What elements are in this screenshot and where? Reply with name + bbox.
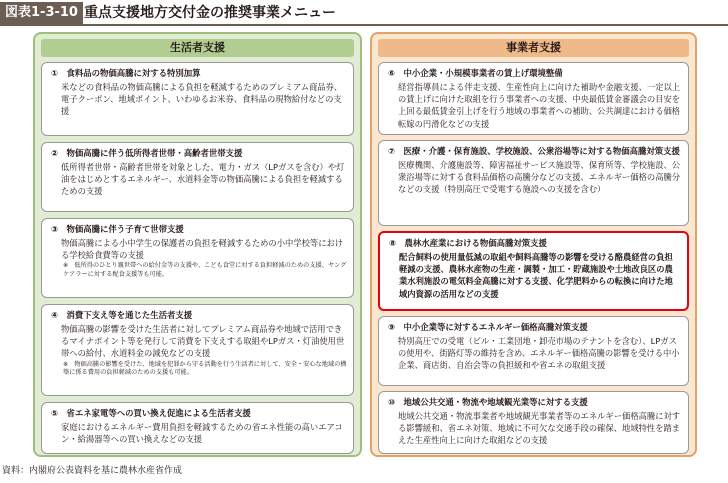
card-body: 地域公共交通・物流事業者や地域観光事業者等のエネルギー価格高騰に対する影響緩和、省エネ対策、地域に不可欠な交通手段の確保、地域特性を踏まえた生産性向上に向けた取組などの支援 xyxy=(398,411,681,446)
menu-card-3 xyxy=(41,218,354,298)
card-title: ⑥ 中小企業・小規模事業者の賃上げ環境整備 xyxy=(388,68,563,78)
consumer-support-panel xyxy=(33,32,362,457)
business-support-panel xyxy=(370,32,697,457)
header-divider xyxy=(0,24,728,26)
menu-card-9 xyxy=(378,316,689,386)
card-title: ② 物価高騰に伴う低所得者世帯・高齢者世帯支援 xyxy=(51,148,243,158)
menu-card-7 xyxy=(378,140,689,226)
card-title: ⑨ 中小企業等に対するエネルギー価格高騰対策支援 xyxy=(388,322,588,332)
menu-card-6 xyxy=(378,62,689,135)
source-note: 資料：内閣府公表資料を基に農林水産省作成 xyxy=(2,466,183,476)
card-body: 家庭におけるエネルギー費用負担を軽減するための省エネ性能の高いエアコン・給湯器等への買い換えなどの支援 xyxy=(61,422,343,445)
menu-card-10 xyxy=(378,391,689,454)
card-body: 配合飼料の使用量低減の取組や飼料高騰等の影響を受ける酪農経営の負担軽減の支援、農林水産物の生産・調製・加工・貯蔵施設や土地改良区の農業水利施設の電気料金高騰に対する支援、化学肥料からの転換に向けた地域内資源の活用などの支援 xyxy=(399,252,673,299)
card-body: 米などの食料品の物価高騰による負担を軽減するためのプレミアム商品券、電子クーポン、地域ポイント、いわゆるお米券、食料品の現物給付などの支援 xyxy=(61,82,343,117)
menu-card-4 xyxy=(41,304,354,396)
card-title: ① 食料品の物価高騰に対する特別加算 xyxy=(51,68,201,78)
card-title: ⑦ 医療・介護・保育施設、学校施設、公衆浴場等に対する物価高騰対策支援 xyxy=(388,146,680,156)
card-title: ⑧ 農林水産業における物価高騰対策支援 xyxy=(389,238,547,248)
menu-card-8-highlighted xyxy=(378,231,689,311)
menu-card-1 xyxy=(41,62,354,136)
card-body: 物価高騰による小中学生の保護者の負担を軽減するための小中学校等における学校給食費等の支援 xyxy=(61,238,344,261)
card-title: ⑤ 省エネ家電等への買い換え促進による生活者支援 xyxy=(51,408,251,418)
menu-card-5 xyxy=(41,402,354,454)
card-title: ④ 消費下支え等を通じた生活者支援 xyxy=(51,310,193,320)
figure-label: 図表1-3-10 xyxy=(0,2,83,24)
figure-title: 重点支援地方交付金の推奨事業メニュー xyxy=(84,5,336,21)
card-title: ⑩ 地域公共交通・物流や地域観光業等に対する支援 xyxy=(388,397,588,407)
card-body: 医療機関、介護施設等、障害福祉サービス施設等、保育所等、学校施設、公衆浴場等に対する食料品価格の高騰分などの支援、エネルギー価格の高騰分などの支援（特別高圧で受電する施設への支援を含む） xyxy=(398,160,681,195)
card-body: 物価高騰の影響を受けた生活者に対してプレミアム商品券や地域で活用できるマイナポイント等を発行して消費を下支えする取組やLPガス・灯油使用世帯への給付、水道料金の減免などの支援 xyxy=(61,324,345,359)
card-note: ※ 低所得のひとり親世帯への給付金等の支援や、こども食堂に対する負担軽減のための支援、ヤングケアラーに対する配食支援等も可能。 xyxy=(63,262,347,278)
menu-card-2 xyxy=(41,142,354,212)
panel-heading: 生活者支援 xyxy=(41,39,354,57)
card-body: 経営指導員による伴走支援、生産性向上に向けた補助や金融支援、一定以上の賃上げに向けた取組を行う事業者への支援、中央最低賃金審議会の目安を上回る最低賃金引上げを行う地域の事業者への補助、公共調達における価格転嫁の円滑化などの支援 xyxy=(398,82,681,129)
card-title: ③ 物価高騰に伴う子育て世帯支援 xyxy=(51,224,184,234)
card-note: ※ 物価高騰の影響を受けた、地域を犯罪から守る活動を行う生活者に対して、安全・安心な地域の構築に係る費用の負担軽減のための支援も可能。 xyxy=(63,360,347,377)
card-body: 低所得者世帯・高齢者世帯を対象とした、電力・ガス（LPガスを含む）や灯油をはじめとするエネルギー、水道料金等の物価高騰による負担を軽減するための支援 xyxy=(61,162,345,197)
card-body: 特別高圧での受電（ビル・工業団地・卸売市場のテナントを含む）、LPガスの使用や、街路灯等の維持を含め、エネルギー価格高騰の影響を受ける中小企業、商店街、自治会等の負担緩和や省エネの取組支援 xyxy=(398,336,680,371)
figure-header xyxy=(0,0,728,26)
panel-heading: 事業者支援 xyxy=(378,39,689,57)
